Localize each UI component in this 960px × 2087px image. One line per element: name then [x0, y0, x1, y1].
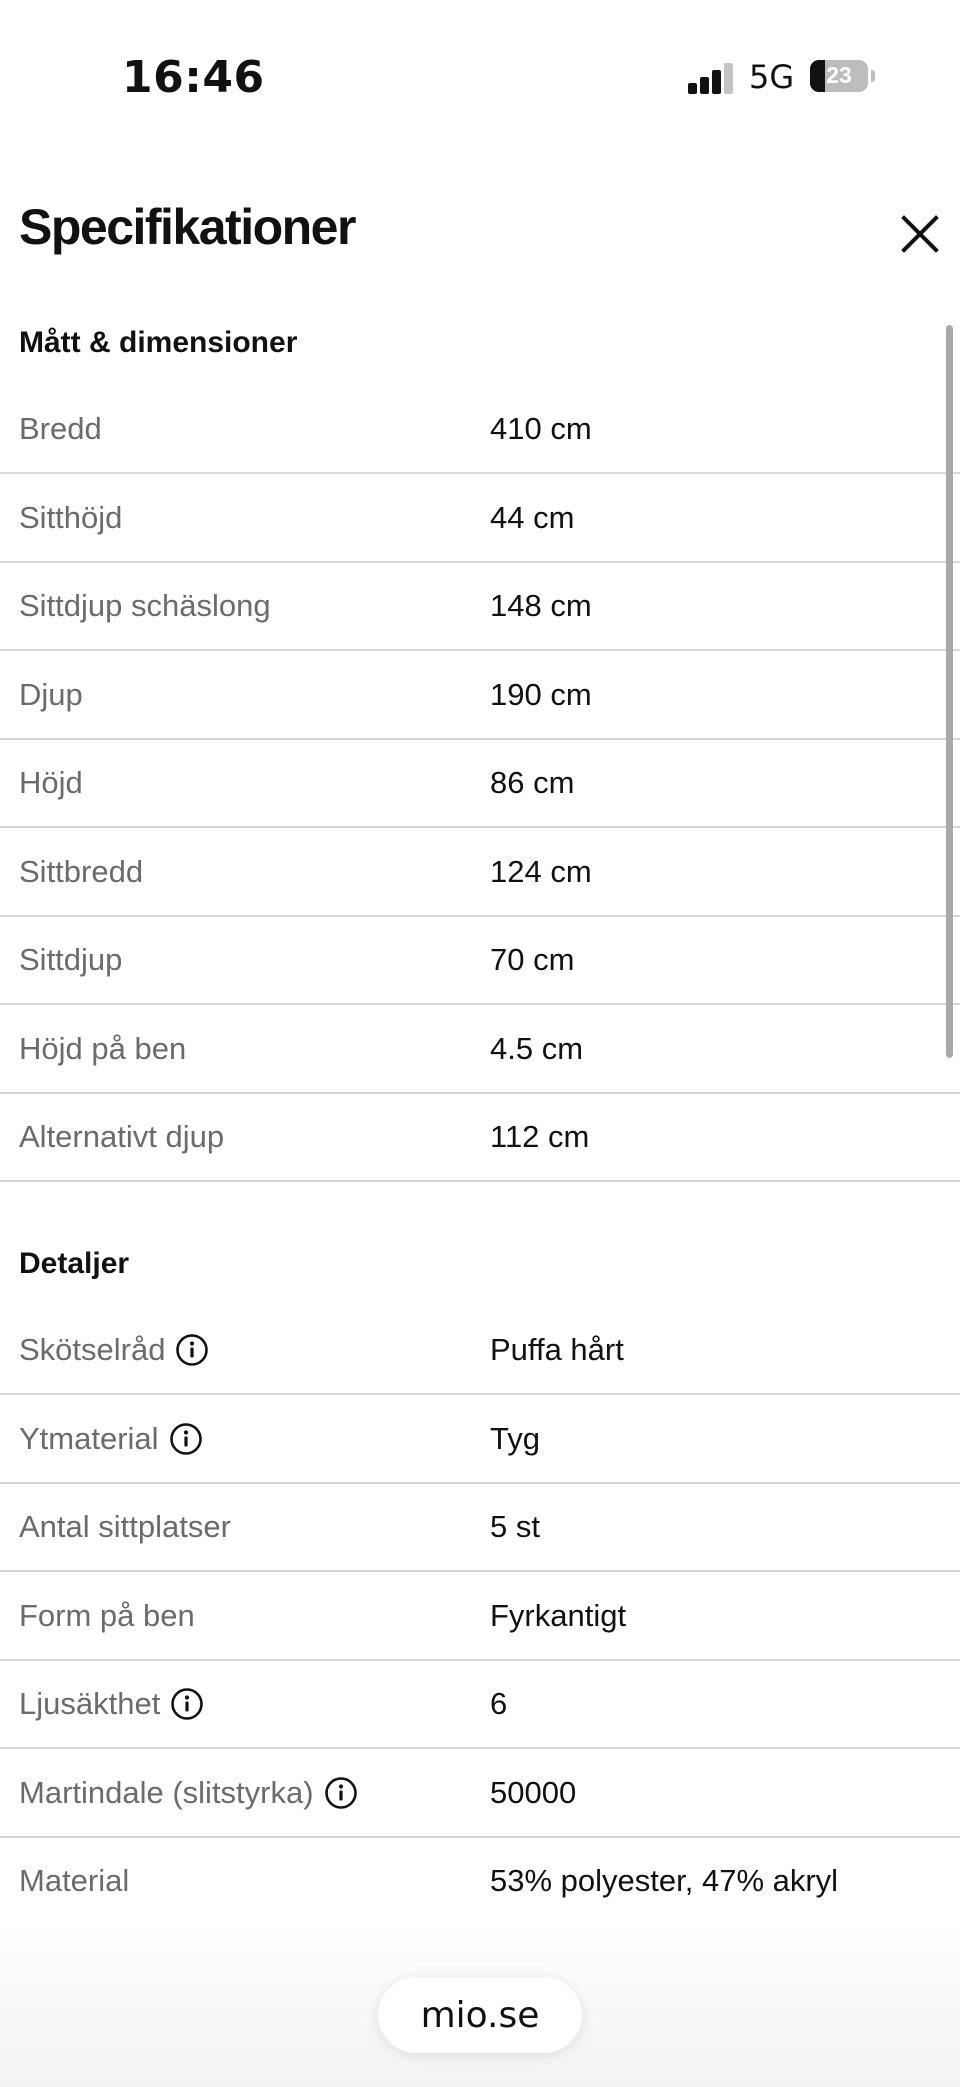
status-time: 16:46 [122, 52, 265, 103]
spec-row [0, 475, 960, 563]
section-title-dimensions: Mått & dimensioner [19, 326, 298, 359]
spec-label-text: Höjd [19, 765, 83, 800]
spec-label [19, 829, 143, 915]
spec-row [0, 917, 960, 1005]
battery-percent: 23 [826, 62, 852, 88]
spec-value: 4.5 cm [490, 1031, 584, 1066]
spec-label [19, 475, 122, 561]
spec-row [0, 740, 960, 828]
spec-row [0, 1484, 960, 1572]
spec-value: 50000 [490, 1775, 577, 1810]
url-bar[interactable]: mio.se [378, 1977, 582, 2053]
spec-label [19, 1750, 358, 1836]
info-icon[interactable] [175, 1333, 209, 1367]
signal-strength-icon [688, 62, 734, 94]
spec-row [0, 386, 960, 474]
spec-label-text: Sittdjup [19, 942, 123, 977]
spec-label [19, 1484, 231, 1570]
spec-label-text: Sitthöjd [19, 500, 123, 535]
spec-label-text: Höjd på ben [19, 1031, 187, 1066]
network-type: 5G [749, 58, 795, 96]
spec-label-text: Ljusäkthet [19, 1686, 161, 1721]
spec-row [0, 1661, 960, 1749]
spec-label-text: Sittbredd [19, 854, 144, 889]
spec-row [0, 829, 960, 917]
spec-value: 148 cm [490, 588, 592, 623]
spec-label-text: Material [19, 1863, 130, 1898]
spec-label [19, 386, 102, 472]
spec-row [0, 1094, 960, 1182]
spec-label [19, 917, 122, 1003]
spec-value: 6 [490, 1686, 508, 1721]
close-icon [900, 214, 940, 254]
spec-row [0, 1006, 960, 1094]
spec-label-text: Martindale (slitstyrka) [19, 1775, 314, 1810]
spec-label [19, 1661, 204, 1747]
spec-value: Puffa hårt [490, 1332, 624, 1367]
spec-label-text: Alternativt djup [19, 1119, 225, 1154]
status-bar [0, 0, 960, 150]
spec-row [0, 1573, 960, 1661]
spec-label-text: Form på ben [19, 1598, 195, 1633]
spec-label [19, 1006, 186, 1092]
spec-value: 53% polyester, 47% akryl [490, 1863, 839, 1898]
info-icon[interactable] [170, 1687, 204, 1721]
spec-value: 190 cm [490, 677, 592, 712]
scrollbar[interactable] [946, 325, 953, 1058]
spec-label [19, 563, 271, 649]
spec-value: Tyg [490, 1421, 540, 1456]
spec-label [19, 652, 83, 738]
close-button[interactable] [888, 202, 952, 266]
spec-value: 44 cm [490, 500, 575, 535]
spec-label-text: Sittdjup schäslong [19, 588, 271, 623]
spec-label [19, 1307, 209, 1393]
spec-label [19, 740, 83, 826]
battery-tip [871, 70, 875, 82]
spec-value: 5 st [490, 1509, 540, 1544]
section-title-details: Detaljer [19, 1247, 130, 1280]
spec-row [0, 1750, 960, 1838]
spec-value: 112 cm [490, 1119, 590, 1154]
spec-label-text: Bredd [19, 411, 102, 446]
spec-row [0, 1838, 960, 1926]
spec-row [0, 652, 960, 740]
spec-label [19, 1573, 195, 1659]
spec-value: 124 cm [490, 854, 592, 889]
info-icon[interactable] [169, 1422, 203, 1456]
spec-row [0, 1307, 960, 1395]
spec-value: 410 cm [490, 411, 592, 446]
spec-label-text: Djup [19, 677, 83, 712]
spec-label [19, 1094, 224, 1180]
spec-label [19, 1838, 129, 1924]
info-icon[interactable] [324, 1776, 358, 1810]
spec-label [19, 1396, 203, 1482]
spec-row [0, 1396, 960, 1484]
spec-value: 70 cm [490, 942, 575, 977]
spec-value: Fyrkantigt [490, 1598, 627, 1633]
battery-icon [810, 60, 868, 92]
spec-row [0, 563, 960, 651]
spec-label-text: Skötselråd [19, 1332, 166, 1367]
spec-label-text: Ytmaterial [19, 1421, 159, 1456]
page-title: Specifikationer [19, 199, 355, 255]
spec-label-text: Antal sittplatser [19, 1509, 231, 1544]
spec-value: 86 cm [490, 765, 575, 800]
